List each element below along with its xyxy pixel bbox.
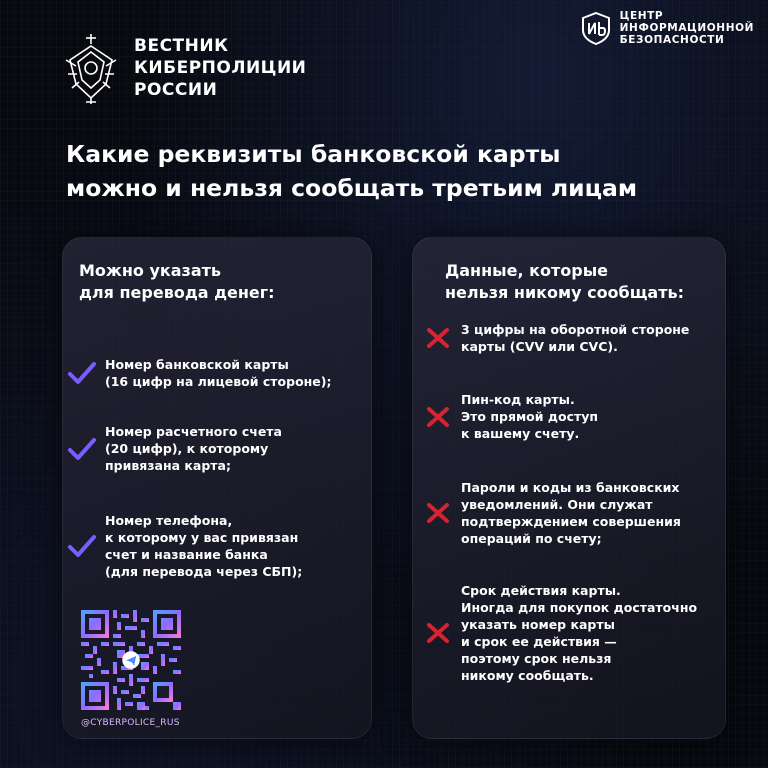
forbidden-item-text (461, 321, 689, 355)
text-line: никому сообщать. (461, 668, 594, 683)
brand-logo (62, 30, 306, 106)
cross-icon (425, 501, 451, 525)
check-icon (67, 436, 97, 462)
cib-logo (578, 10, 754, 46)
text-line: к вашему счету. (461, 426, 580, 441)
text-line: (20 цифр), к которому (105, 441, 269, 456)
forbidden-item-text (461, 391, 598, 442)
forbidden-item-text (461, 582, 697, 684)
text-line: Это прямой доступ (461, 409, 599, 424)
text-line: Иногда для покупок достаточно (461, 600, 698, 615)
text-line: операций по счету; (461, 531, 602, 546)
text-line: привязана карта; (105, 458, 231, 473)
forbidden-card-title (445, 260, 684, 304)
page-title (66, 137, 726, 205)
cross-icon (425, 326, 451, 350)
text-line: подтверждением совершения (461, 514, 681, 529)
forbidden-card (412, 237, 726, 739)
text-line: Номер расчетного счета (105, 424, 282, 439)
text-line: Номер банковской карты (105, 357, 289, 372)
text-line: (16 цифр на лицевой стороне); (105, 374, 332, 389)
text-line: к которому у вас привязан (105, 530, 299, 545)
allowed-card-title (79, 260, 275, 304)
text-line: Номер телефона, (105, 513, 233, 528)
allowed-item (67, 423, 282, 474)
text-line: Пин-код карты. (461, 392, 575, 407)
card-title-line: для перевода денег: (79, 283, 275, 302)
cib-title (620, 10, 754, 46)
forbidden-item (425, 391, 598, 442)
police-emblem-icon (62, 30, 120, 106)
cib-logo-icon (578, 10, 614, 46)
cib-line: ЦЕНТР (619, 10, 664, 22)
cib-line: ИНФОРМАЦИОННОЙ (619, 22, 754, 34)
qr-block[interactable] (81, 610, 181, 728)
text-line: Пароли и коды из банковских (461, 480, 680, 495)
text-line: указать номер карты (461, 617, 615, 632)
social-handle[interactable]: @CYBERPOLICE_RUS (81, 718, 180, 728)
check-icon (67, 533, 97, 559)
brand-title (134, 35, 306, 101)
check-icon (67, 360, 97, 386)
allowed-item (67, 356, 331, 390)
text-line: и срок ее действия — (461, 634, 617, 649)
text-line: карты (CVV или CVC). (461, 339, 618, 354)
allowed-item-text (105, 356, 331, 390)
card-title-line: нельзя никому сообщать: (445, 283, 684, 302)
brand-line: ВЕСТНИК (134, 36, 229, 56)
forbidden-item-text (461, 479, 681, 547)
text-line: 3 цифры на оборотной стороне (461, 322, 690, 337)
cross-icon (425, 405, 451, 429)
card-title-line: Можно указать (79, 261, 222, 280)
allowed-card (62, 237, 372, 739)
allowed-item-text (105, 512, 302, 580)
card-title-line: Данные, которые (445, 261, 609, 280)
forbidden-item (425, 479, 681, 547)
text-line: поэтому срок нельзя (461, 651, 612, 666)
qr-code-icon[interactable] (81, 610, 181, 710)
cib-line: БЕЗОПАСНОСТИ (619, 34, 725, 46)
brand-line: РОССИИ (134, 80, 218, 100)
cross-icon (425, 621, 451, 645)
text-line: уведомлений. Они служат (461, 497, 653, 512)
forbidden-item (425, 321, 689, 355)
text-line: (для перевода через СБП); (105, 564, 303, 579)
page-title-line: Какие реквизиты банковской карты (66, 140, 561, 168)
allowed-item-text (105, 423, 282, 474)
allowed-item (67, 512, 302, 580)
text-line: Срок действия карты. (461, 583, 621, 598)
text-line: счет и название банка (105, 547, 268, 562)
brand-line: КИБЕРПОЛИЦИИ (134, 58, 307, 78)
forbidden-item (425, 582, 697, 684)
page-title-line: можно и нельзя сообщать третьим лицам (66, 174, 638, 202)
